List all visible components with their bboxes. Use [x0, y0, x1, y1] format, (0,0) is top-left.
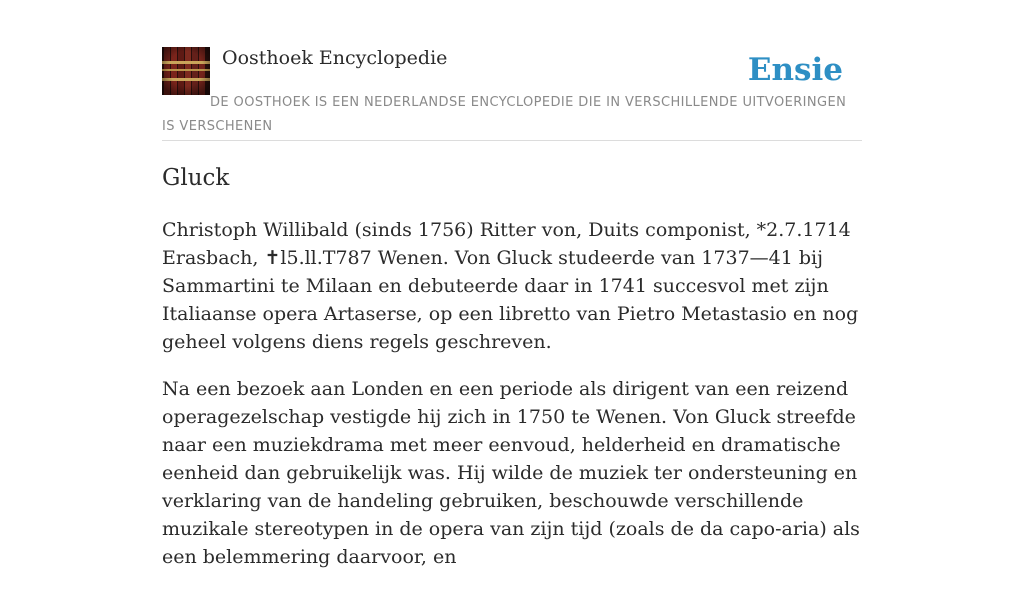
- encyclopedia-books-icon[interactable]: [162, 47, 210, 95]
- article-title: Gluck: [162, 165, 230, 191]
- site-tagline: DE OOSTHOEK IS EEN NEDERLANDSE ENCYCLOPEDIE DIE IN VERSCHILLENDE UITVOERINGEN IS VERSCHENEN: [162, 95, 847, 134]
- article-paragraph: Christoph Willibald (sinds 1756) Ritter von, Duits componist, *2.7.1714 Erasbach, ✝l5.ll.T787 Wenen. Von Gluck studeerde van 1737—41 bij Sammartini te Milaan en debuteerde daar in 1741 succesvol met zijn Italiaanse opera Artaserse, op een libretto van Pietro Metastasio en nog geheel volgens diens regels geschreven.: [162, 219, 859, 353]
- article-body: [162, 216, 862, 590]
- site-name[interactable]: Oosthoek Encyclopedie: [222, 47, 448, 69]
- brand-logo[interactable]: Ensie: [747, 52, 843, 88]
- article-paragraph: Na een bezoek aan Londen en een periode als dirigent van een reizend operagezelschap vestigde hij zich in 1750 te Wenen. Von Gluck streefde naar een muziekdrama met meer eenvoud, helderheid en dramatische eenheid dan gebruikelijk was. Hij wilde de muziek ter ondersteuning en verklaring van de handeling gebruiken, beschouwde verschillende muzikale stereotypen in de opera van zijn tijd (zoals de da capo-aria) als een belemmering daarvoor, en: [162, 378, 860, 568]
- site-header: [162, 46, 862, 141]
